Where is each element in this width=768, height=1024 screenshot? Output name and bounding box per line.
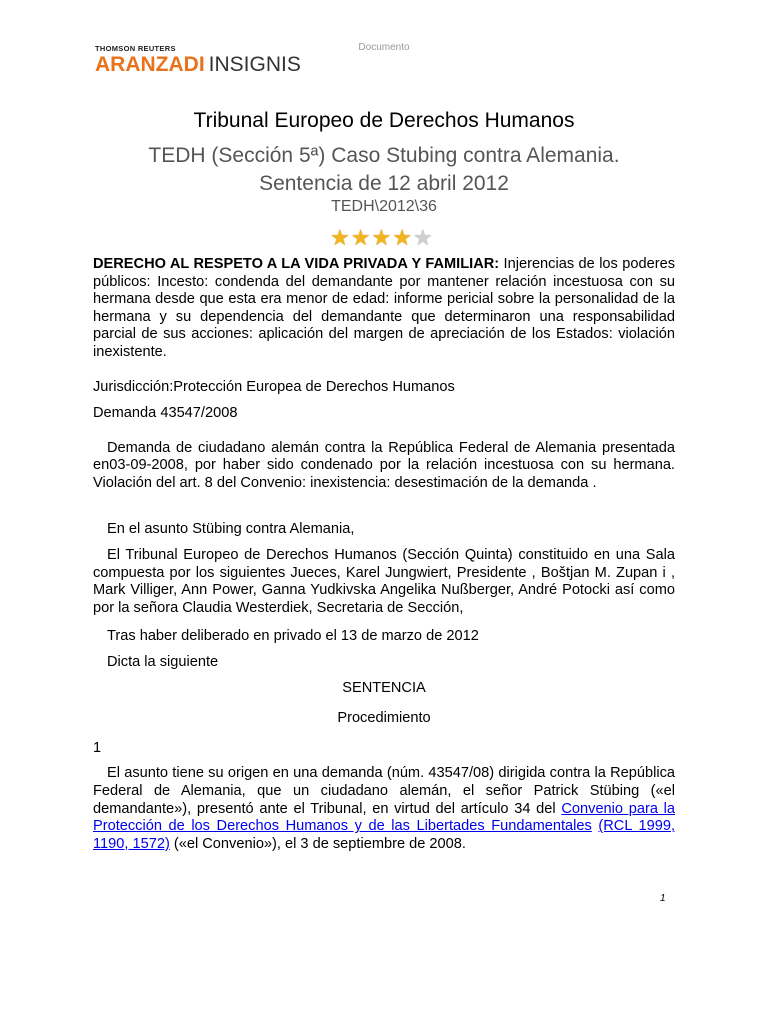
court-title: Tribunal Europeo de Derechos Humanos <box>193 109 575 132</box>
p5-end: («el Convenio»), el 3 de septiembre de 2008. <box>169 835 466 852</box>
logo-aranzadi: ARANZADI <box>95 53 205 76</box>
case-reference: TEDH\2012\36 <box>331 198 437 215</box>
body-paragraph-4: Dicta la siguiente <box>107 654 219 671</box>
body-paragraph-1: En el asunto Stübing contra Alemania, <box>107 520 355 537</box>
body-paragraph-3: Tras haber deliberado en privado el 13 de marzo de 2012 <box>107 627 479 644</box>
star-icon: ★ <box>412 225 433 250</box>
sentencia-heading: SENTENCIA <box>342 679 426 696</box>
convenio-link[interactable]: Convenio para la Protección de los Derechos Humanos y de las Libertades Fundamentales <box>93 800 676 835</box>
star-icon: ★ <box>371 225 392 250</box>
document-label: Documento <box>358 42 410 53</box>
abstract-paragraph: Demanda de ciudadano alemán contra la República Federal de Alemania presentada en03-09-2008, por haber sido condenado por la relación incestuosa con su hermana. Violación del art. 8 del Convenio: inexistencia: desestimación de la demanda . <box>93 439 675 491</box>
summary-text: Injerencias de los poderes públicos: Incesto: condenda del demandante por mantener relación incestuosa con su hermana desde que esta era menor de edad: informe pericial sobre la personalidad de la hermana y su dependencia del demandante que determinaron una responsabilidad parcial de sus acciones: aplicación del margen de apreciación de los Estados: violación inexistente. <box>93 256 675 360</box>
rating-stars <box>330 226 433 250</box>
procedimiento-heading: Procedimiento <box>337 710 431 727</box>
rcl-link[interactable]: (RCL 1999, 1190, 1572) <box>93 818 675 852</box>
logo-insignis: INSIGNIS <box>208 53 301 76</box>
star-icon: ★ <box>330 225 350 250</box>
star-icon: ★ <box>392 225 412 250</box>
demand-number: Demanda 43547/2008 <box>93 405 238 422</box>
summary-heading: DERECHO AL RESPETO A LA VIDA PRIVADA Y FAMILIAR: <box>93 256 500 272</box>
jurisdiction: Jurisdicción:Protección Europea de Derechos Humanos <box>93 378 455 395</box>
document-body <box>93 256 675 853</box>
case-title-line1: TEDH (Sección 5ª) Caso Stubing contra Alemania. <box>148 144 620 167</box>
page-number: 1 <box>660 893 666 904</box>
summary-paragraph <box>93 256 675 362</box>
star-icon: ★ <box>350 225 371 250</box>
case-title <box>0 142 768 198</box>
body-paragraph-2: El Tribunal Europeo de Derechos Humanos (Sección Quinta) constituido en una Sala compuesta por los siguientes Jueces, Karel Jungwiert, Presidente , Boštjan M. Zupan i , Mark Villiger, Ann Power, Ganna Yudkivska Angelika Nußberger, André Potocki así como por la señora Claudia Westerdiek, Secretaria de Sección, <box>93 547 675 616</box>
logo-thomson-reuters: THOMSON REUTERS <box>95 44 176 53</box>
body-paragraph-5 <box>93 765 675 853</box>
p5-start: El asunto tiene su origen en una demanda (núm. 43547/08) dirigida contra la República Federal de Alemania, que un ciudadano alemán, el señor Patrick Stübing («el demandante»), presentó ante el Tribunal, en virtud del artículo 34 del <box>93 765 675 817</box>
logo-wordmark <box>95 53 301 77</box>
section-number: 1 <box>93 739 102 756</box>
case-title-line2: Sentencia de 12 abril 2012 <box>259 172 509 195</box>
